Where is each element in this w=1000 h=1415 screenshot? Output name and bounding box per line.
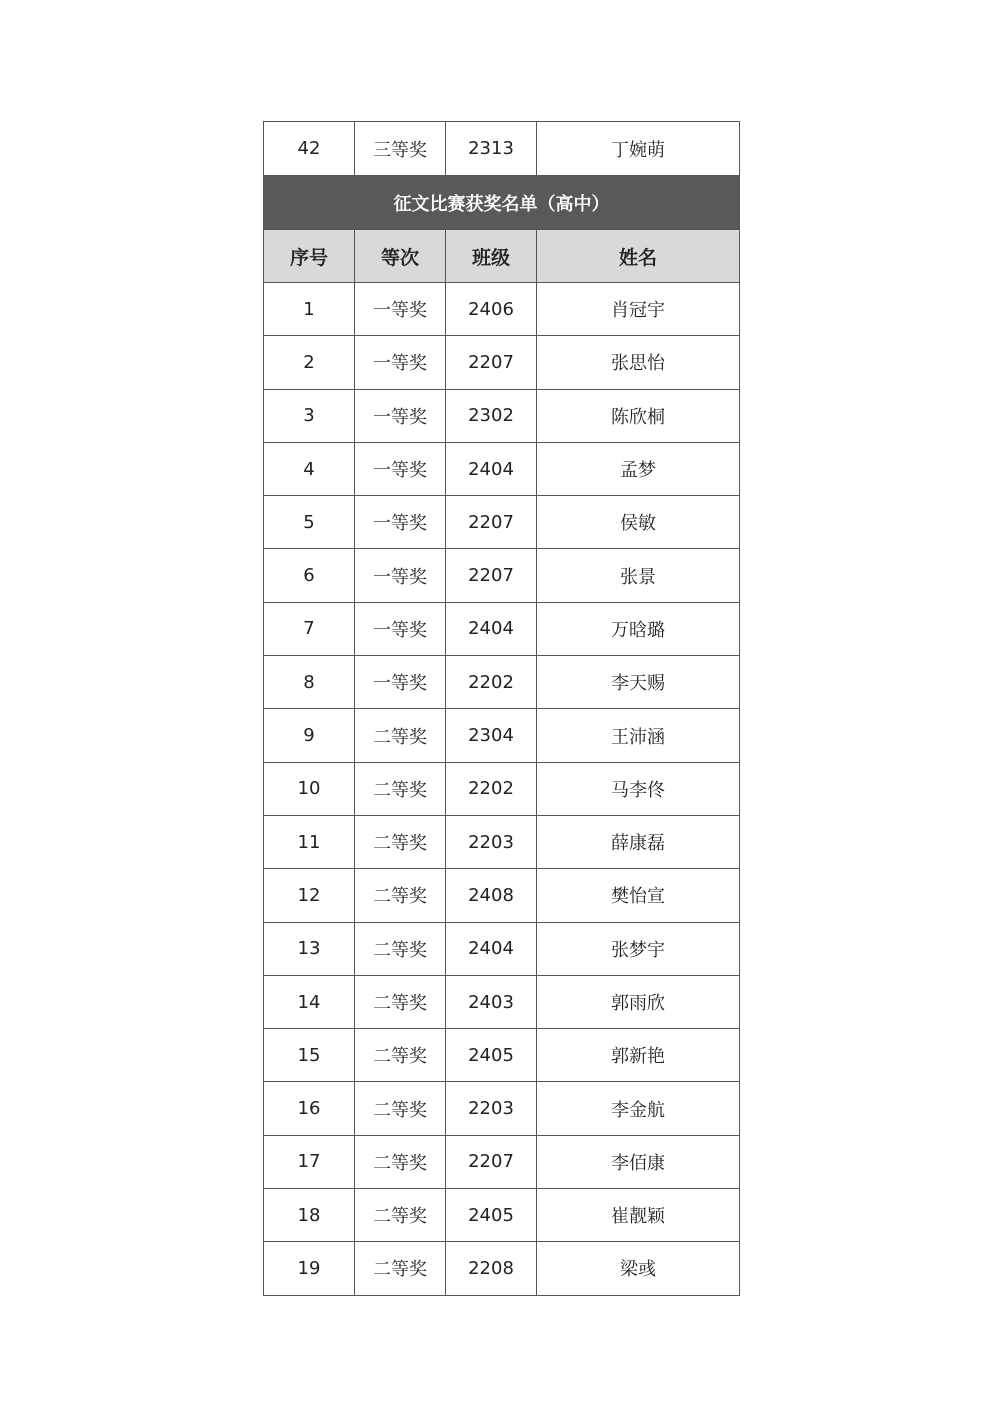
table-row — [264, 815, 740, 868]
cell-name: 万晗璐 — [537, 602, 740, 655]
cell-no: 17 — [264, 1135, 355, 1188]
cell-no: 15 — [264, 1029, 355, 1082]
cell-class: 2207 — [446, 336, 537, 389]
cell-name: 崔靓颖 — [537, 1189, 740, 1242]
cell-no: 7 — [264, 602, 355, 655]
cell-level: 二等奖 — [355, 975, 446, 1028]
cell-class: 2203 — [446, 1082, 537, 1135]
section-title: 征文比赛获奖名单（高中） — [264, 176, 740, 230]
cell-level: 二等奖 — [355, 815, 446, 868]
cell-class: 2404 — [446, 922, 537, 975]
cell-level: 一等奖 — [355, 283, 446, 336]
cell-name: 侯敏 — [537, 496, 740, 549]
cell-no: 2 — [264, 336, 355, 389]
cell-class: 2302 — [446, 389, 537, 442]
table-row — [264, 762, 740, 815]
cell-no: 3 — [264, 389, 355, 442]
cell-no: 12 — [264, 869, 355, 922]
cell-class: 2313 — [446, 122, 537, 176]
cell-name: 薛康磊 — [537, 815, 740, 868]
section-title-row — [264, 176, 740, 230]
cell-name: 李金航 — [537, 1082, 740, 1135]
cell-level: 二等奖 — [355, 869, 446, 922]
cell-name: 马李佟 — [537, 762, 740, 815]
cell-class: 2203 — [446, 815, 537, 868]
cell-level: 二等奖 — [355, 1242, 446, 1295]
cell-class: 2406 — [446, 283, 537, 336]
table-row — [264, 656, 740, 709]
cell-no: 6 — [264, 549, 355, 602]
table-row — [264, 1135, 740, 1188]
cell-level: 一等奖 — [355, 496, 446, 549]
awards-table — [263, 121, 740, 1296]
header-no: 序号 — [264, 230, 355, 283]
cell-class: 2207 — [446, 1135, 537, 1188]
cell-class: 2304 — [446, 709, 537, 762]
cell-name: 樊怡宣 — [537, 869, 740, 922]
cell-class: 2207 — [446, 496, 537, 549]
cell-class: 2408 — [446, 869, 537, 922]
cell-name: 丁婉萌 — [537, 122, 740, 176]
cell-class: 2403 — [446, 975, 537, 1028]
cell-no: 9 — [264, 709, 355, 762]
header-class: 班级 — [446, 230, 537, 283]
cell-class: 2404 — [446, 602, 537, 655]
header-level: 等次 — [355, 230, 446, 283]
cell-no: 1 — [264, 283, 355, 336]
cell-no: 5 — [264, 496, 355, 549]
table-row — [264, 496, 740, 549]
cell-name: 李天赐 — [537, 656, 740, 709]
cell-no: 13 — [264, 922, 355, 975]
cell-name: 王沛涵 — [537, 709, 740, 762]
table-row — [264, 549, 740, 602]
cell-no: 11 — [264, 815, 355, 868]
table-row — [264, 283, 740, 336]
cell-level: 二等奖 — [355, 1029, 446, 1082]
cell-class: 2404 — [446, 442, 537, 495]
cell-name: 张思怡 — [537, 336, 740, 389]
cell-level: 一等奖 — [355, 602, 446, 655]
table-row — [264, 975, 740, 1028]
cell-level: 一等奖 — [355, 442, 446, 495]
table-row — [264, 869, 740, 922]
cell-name: 肖冠宇 — [537, 283, 740, 336]
table-row — [264, 122, 740, 176]
cell-level: 二等奖 — [355, 709, 446, 762]
header-name: 姓名 — [537, 230, 740, 283]
cell-no: 4 — [264, 442, 355, 495]
cell-no: 18 — [264, 1189, 355, 1242]
cell-name: 陈欣桐 — [537, 389, 740, 442]
cell-name: 郭新艳 — [537, 1029, 740, 1082]
cell-level: 一等奖 — [355, 336, 446, 389]
table-header-row — [264, 230, 740, 283]
cell-level: 二等奖 — [355, 922, 446, 975]
table-row — [264, 602, 740, 655]
table-row — [264, 709, 740, 762]
cell-level: 二等奖 — [355, 1135, 446, 1188]
cell-no: 14 — [264, 975, 355, 1028]
cell-class: 2208 — [446, 1242, 537, 1295]
cell-class: 2202 — [446, 762, 537, 815]
cell-name: 李佰康 — [537, 1135, 740, 1188]
cell-level: 二等奖 — [355, 1082, 446, 1135]
cell-level: 一等奖 — [355, 549, 446, 602]
cell-level: 一等奖 — [355, 656, 446, 709]
cell-level: 二等奖 — [355, 1189, 446, 1242]
cell-level: 一等奖 — [355, 389, 446, 442]
table-row — [264, 336, 740, 389]
cell-level: 三等奖 — [355, 122, 446, 176]
cell-class: 2405 — [446, 1189, 537, 1242]
cell-name: 张景 — [537, 549, 740, 602]
cell-no: 16 — [264, 1082, 355, 1135]
table-row — [264, 1082, 740, 1135]
cell-name: 梁彧 — [537, 1242, 740, 1295]
cell-no: 42 — [264, 122, 355, 176]
table-row — [264, 1242, 740, 1295]
cell-no: 10 — [264, 762, 355, 815]
cell-class: 2207 — [446, 549, 537, 602]
table-row — [264, 1029, 740, 1082]
cell-class: 2405 — [446, 1029, 537, 1082]
cell-name: 张梦宇 — [537, 922, 740, 975]
cell-level: 二等奖 — [355, 762, 446, 815]
cell-no: 19 — [264, 1242, 355, 1295]
table-row — [264, 1189, 740, 1242]
cell-name: 孟梦 — [537, 442, 740, 495]
cell-name: 郭雨欣 — [537, 975, 740, 1028]
cell-no: 8 — [264, 656, 355, 709]
table-row — [264, 922, 740, 975]
table-row — [264, 389, 740, 442]
cell-class: 2202 — [446, 656, 537, 709]
table-row — [264, 442, 740, 495]
